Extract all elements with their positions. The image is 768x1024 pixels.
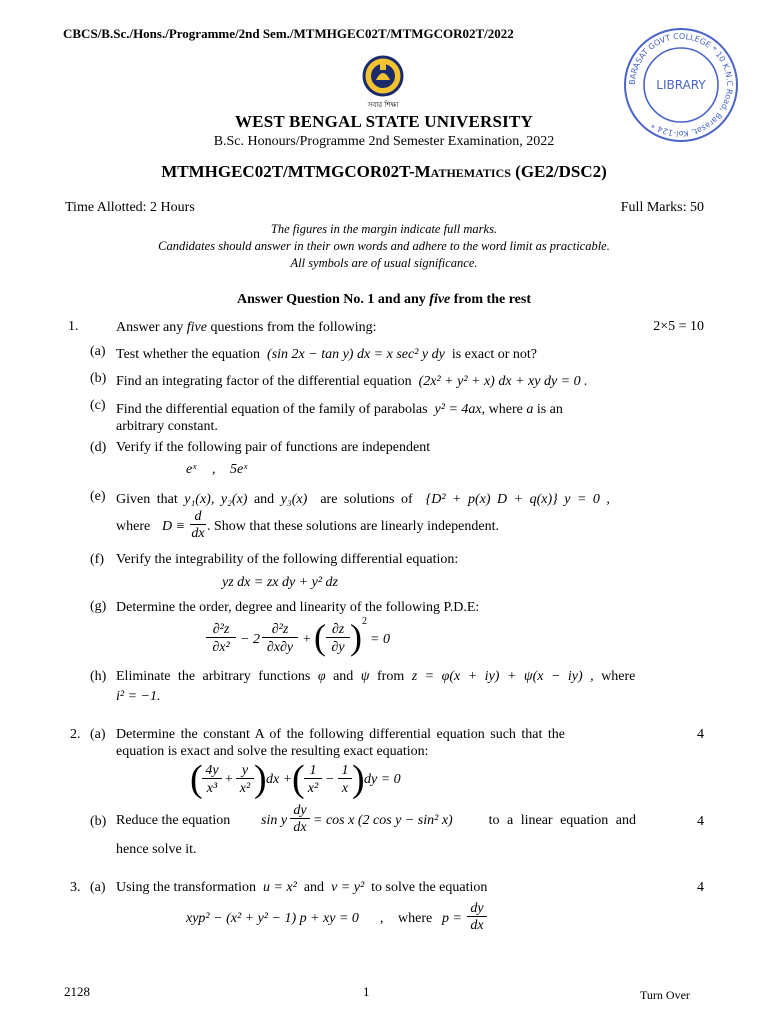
q1b-label: (b) xyxy=(90,371,107,386)
q2a-den-3: x² xyxy=(307,781,319,796)
q2a-minus: − xyxy=(325,772,335,787)
q2b-sin: sin y xyxy=(261,813,288,828)
full-marks: Full Marks: 50 xyxy=(620,200,704,215)
q1e-text-2: . Show that these solutions are linearly independent. xyxy=(207,519,499,534)
exam-name: B.Sc. Honours/Programme 2nd Semester Examination, 2022 xyxy=(213,134,555,149)
q2-number: 2. xyxy=(70,727,81,742)
q1d-separator: , xyxy=(212,462,216,477)
q2a-marks: 4 xyxy=(697,727,704,742)
q2b-text: Reduce the equation xyxy=(116,813,231,828)
q2a-den-2: x² xyxy=(239,781,251,796)
university-name: WEST BENGAL STATE UNIVERSITY xyxy=(234,112,533,131)
q2a-num-3: 1 xyxy=(304,763,322,779)
q2a-paren-1-open: ( xyxy=(190,758,203,800)
q1e-text: Given that y₁(x), y₂(x) and y₃(x) are solutions of {D² + p(x) D + q(x)} y = 0 , xyxy=(116,492,610,507)
q1g-power: 2 xyxy=(362,616,367,627)
q1e-where: where xyxy=(116,519,151,534)
subject-suffix: (GE2/DSC2) xyxy=(510,162,607,181)
q1g-num-1: ∂²z xyxy=(206,622,236,638)
q2a-paren-1-close: ) xyxy=(254,758,267,800)
turn-over: Turn Over xyxy=(640,988,690,1002)
q3a-where: where xyxy=(398,911,433,926)
q2b-den: dx xyxy=(293,820,307,835)
q2a-dx: dx + xyxy=(266,772,293,787)
paper-code: CBCS/B.Sc./Hons./Programme/2nd Sem./MTMHGEC02T/MTMGCOR02T/2022 xyxy=(63,26,514,41)
q1g-den-2: ∂x∂y xyxy=(266,640,294,655)
footer-code: 2128 xyxy=(64,984,90,999)
q2a-num-1: 4y xyxy=(202,763,222,779)
q1c-text-2: arbitrary constant. xyxy=(116,419,218,434)
q1d-label: (d) xyxy=(90,440,107,455)
q2b-text-3: hence solve it. xyxy=(116,842,197,857)
q1a-text: Test whether the equation (sin 2x − tan y) dx = x sec² y dy is exact or not? xyxy=(116,347,537,362)
q1c-label: (c) xyxy=(90,398,106,413)
q1e-D: D ≡ xyxy=(162,519,186,534)
q1d-function-1: eˣ xyxy=(186,462,197,477)
q3a-marks: 4 xyxy=(697,880,704,895)
time-allotted: Time Allotted: 2 Hours xyxy=(65,200,195,215)
q1g-den-3: ∂y xyxy=(331,640,345,655)
q1f-text: Verify the integrability of the following differential equation: xyxy=(116,552,459,567)
q3a-den: dx xyxy=(470,918,484,933)
stamp-ring-text: BARASAT GOVT COLLEGE * 10 K.N.C Road, Barasat, Kol-124 * xyxy=(627,31,735,139)
q2a-num-4: 1 xyxy=(338,763,352,779)
instruction-1: The figures in the margin indicate full marks. xyxy=(270,222,498,236)
q3a-label: (a) xyxy=(90,880,106,895)
q1h-text: Eliminate the arbitrary functions φ and ψ from z = φ(x + iy) + ψ(x − iy) , where xyxy=(116,669,636,684)
q1g-right-paren: ) xyxy=(350,617,362,657)
q1g-den-1: ∂x² xyxy=(212,640,230,655)
q1-marks: 2×5 = 10 xyxy=(653,319,704,334)
q1h-label: (h) xyxy=(90,669,107,684)
q1g-left-paren: ( xyxy=(314,617,326,657)
q1g-plus: + xyxy=(302,632,312,647)
q1d-function-2: 5eˣ xyxy=(230,462,248,477)
q1h-i-definition: i² = −1. xyxy=(116,689,161,704)
q1e-label: (e) xyxy=(90,489,106,504)
q2a-plus-1: + xyxy=(224,772,234,787)
q2b-text-2: to a linear equation and xyxy=(488,813,636,828)
q3a-equation: xyp² − (x² + y² − 1) p + xy = 0 xyxy=(186,911,359,926)
q3a-separator: , xyxy=(380,911,384,926)
q2a-num-2: y xyxy=(236,763,254,779)
q1g-num-3: ∂z xyxy=(326,622,350,638)
logo-motto: সবার শিক্ষা xyxy=(367,101,399,109)
q2b-num: dy xyxy=(290,804,310,819)
q2a-paren-2-open: ( xyxy=(292,758,305,800)
q1f-equation: yz dx = zx dy + y² dz xyxy=(222,575,339,590)
q2b-marks: 4 xyxy=(697,814,704,829)
q3a-p: p = xyxy=(442,911,462,926)
q2b-label: (b) xyxy=(90,814,107,829)
q1e-num: d xyxy=(190,510,206,525)
subject-name: Mathematics xyxy=(414,162,511,181)
q2a-dy: dy = 0 xyxy=(364,772,401,787)
q1f-label: (f) xyxy=(90,552,104,567)
q3-number: 3. xyxy=(70,880,81,895)
subject-code: MTMHGEC02T/MTMGCOR02T- xyxy=(161,162,415,181)
q1g-label: (g) xyxy=(90,599,107,614)
q2a-den-4: x xyxy=(341,781,349,796)
q2a-text-2: equation is exact and solve the resulting exact equation: xyxy=(116,744,429,759)
q1-intro: Answer any five questions from the following: xyxy=(116,320,377,335)
q1g-minus: − 2 xyxy=(240,632,260,647)
q2a-label: (a) xyxy=(90,727,106,742)
answer-rule: Answer Question No. 1 and any five from the rest xyxy=(237,292,531,307)
subject-title xyxy=(0,162,768,182)
q1d-text: Verify if the following pair of functions are independent xyxy=(116,440,431,455)
university-logo xyxy=(352,54,414,112)
q2a-text: Determine the constant A of the following differential equation such that the xyxy=(116,727,566,742)
q1c-text: Find the differential equation of the family of parabolas y² = 4ax, where a is an xyxy=(116,402,563,417)
q1g-equals: = 0 xyxy=(370,632,390,647)
instruction-2: Candidates should answer in their own words and adhere to the word limit as practicable. xyxy=(158,239,610,253)
instruction-3: All symbols are of usual significance. xyxy=(290,256,478,270)
stamp-library-text: LIBRARY xyxy=(656,78,706,92)
q2b-rhs: = cos x (2 cos y − sin² x) xyxy=(313,813,453,828)
q1a-label: (a) xyxy=(90,344,106,359)
q1g-text: Determine the order, degree and linearity of the following P.D.E: xyxy=(116,600,480,615)
q1e-den: dx xyxy=(191,526,205,541)
page-number: 1 xyxy=(363,984,370,999)
q2a-paren-2-close: ) xyxy=(352,758,365,800)
q3a-text: Using the transformation u = x² and v = y² to solve the equation xyxy=(116,880,488,895)
q3a-num: dy xyxy=(467,902,487,917)
q1-number: 1. xyxy=(68,319,79,334)
q1g-num-2: ∂²z xyxy=(262,622,298,638)
q2a-den-1: x³ xyxy=(206,781,218,796)
q1b-text: Find an integrating factor of the differential equation (2x² + y² + x) dx + xy dy = 0 . xyxy=(116,374,588,389)
